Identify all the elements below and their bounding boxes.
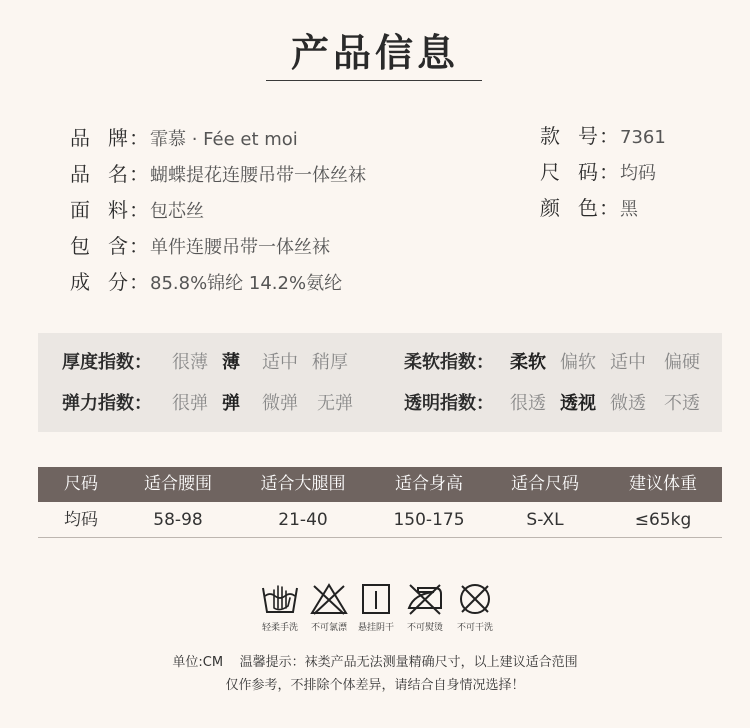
transparency-index <box>404 391 722 417</box>
index-option: 偏硬 <box>664 352 700 373</box>
table-cell: 均码 <box>64 510 98 530</box>
table-cell: S-XL <box>526 510 564 530</box>
info-includes: 包含：单件连腰吊带一体丝袜 <box>70 234 330 258</box>
size-note: 单位:CM 温馨提示：袜类产品无法测量精确尺寸，以上建议适合范围 <box>172 655 578 670</box>
fabric-index-panel <box>38 333 722 432</box>
info-value: 包芯丝 <box>150 201 204 222</box>
info-label: 颜色 <box>540 196 598 220</box>
info-value: 85.8%锦纶 14.2%氨纶 <box>150 273 343 294</box>
hand-wash-icon <box>261 582 299 616</box>
info-value: 均码 <box>620 163 656 184</box>
index-option: 微弹 <box>262 393 298 414</box>
table-header-cell: 适合腰围 <box>144 474 212 494</box>
title-divider <box>266 80 482 81</box>
index-label: 弹力指数： <box>62 393 152 414</box>
info-label: 面料 <box>70 198 128 222</box>
care-label: 不可氯漂 <box>310 623 347 633</box>
care-label: 不可熨烫 <box>406 623 443 633</box>
info-value: 单件连腰吊带一体丝袜 <box>150 237 330 258</box>
table-cell: 58-98 <box>153 510 203 530</box>
info-product-name: 品名：蝴蝶提花连腰吊带一体丝袜 <box>70 162 366 186</box>
elasticity-index <box>62 391 362 417</box>
info-label: 成分 <box>70 270 128 294</box>
info-value: 蝴蝶提花连腰吊带一体丝袜 <box>150 165 366 186</box>
table-header-cell: 适合尺码 <box>511 474 579 494</box>
index-option-selected: 弹 <box>222 393 240 414</box>
table-cell: 150-175 <box>393 510 465 530</box>
info-brand: 品牌：霏慕 · Fée et moi <box>70 126 298 150</box>
page-title: 产品信息 <box>290 30 459 75</box>
size-note: 仅作参考，不排除个体差异，请结合自身情况选择！ <box>225 678 525 693</box>
hang-dry-icon <box>357 582 395 616</box>
info-color: 颜色：黑 <box>540 196 638 220</box>
size-table <box>38 467 722 538</box>
index-option-selected: 柔软 <box>510 352 546 373</box>
index-option: 适中 <box>262 352 298 373</box>
care-label: 轻柔手洗 <box>261 623 298 633</box>
info-fabric: 面料：包芯丝 <box>70 198 204 222</box>
table-cell: ≤65kg <box>634 510 692 530</box>
care-item <box>445 582 505 633</box>
index-option: 适中 <box>610 352 646 373</box>
info-value: 霏慕 · Fée et moi <box>150 129 298 150</box>
index-label: 柔软指数： <box>404 352 494 373</box>
info-label: 包含 <box>70 234 128 258</box>
index-option: 很薄 <box>172 352 208 373</box>
index-option: 不透 <box>664 393 700 414</box>
table-divider <box>38 537 722 538</box>
thickness-index <box>62 350 362 376</box>
index-option: 很弹 <box>172 393 208 414</box>
index-option: 无弹 <box>317 393 353 414</box>
care-label: 不可干洗 <box>456 623 493 633</box>
info-label: 款号 <box>540 124 598 148</box>
info-label: 尺码 <box>540 160 598 184</box>
index-label: 透明指数： <box>404 393 494 414</box>
index-option: 稍厚 <box>312 352 348 373</box>
index-option-selected: 薄 <box>222 352 240 373</box>
table-header-cell: 适合身高 <box>395 474 463 494</box>
table-cell: 21-40 <box>278 510 328 530</box>
table-header-cell: 适合大腿围 <box>260 474 346 494</box>
softness-index <box>404 350 722 376</box>
table-header-cell: 尺码 <box>64 474 98 494</box>
info-value: 7361 <box>620 127 666 148</box>
info-value: 黑 <box>620 199 638 220</box>
table-row <box>38 502 722 538</box>
table-header-row <box>38 467 722 502</box>
index-option: 偏软 <box>560 352 596 373</box>
info-composition: 成分：85.8%锦纶 14.2%氨纶 <box>70 270 343 294</box>
index-option-selected: 透视 <box>560 393 596 414</box>
info-style-number: 款号：7361 <box>540 124 666 148</box>
care-label: 悬挂阴干 <box>357 623 394 633</box>
index-label: 厚度指数： <box>62 352 152 373</box>
table-header-cell: 建议体重 <box>629 474 697 494</box>
info-label: 品牌 <box>70 126 128 150</box>
info-label: 品名 <box>70 162 128 186</box>
no-iron-icon <box>406 582 444 616</box>
no-dry-clean-icon <box>456 582 494 616</box>
index-option: 微透 <box>610 393 646 414</box>
index-option: 很透 <box>510 393 546 414</box>
no-bleach-icon <box>310 582 348 616</box>
info-size: 尺码：均码 <box>540 160 656 184</box>
